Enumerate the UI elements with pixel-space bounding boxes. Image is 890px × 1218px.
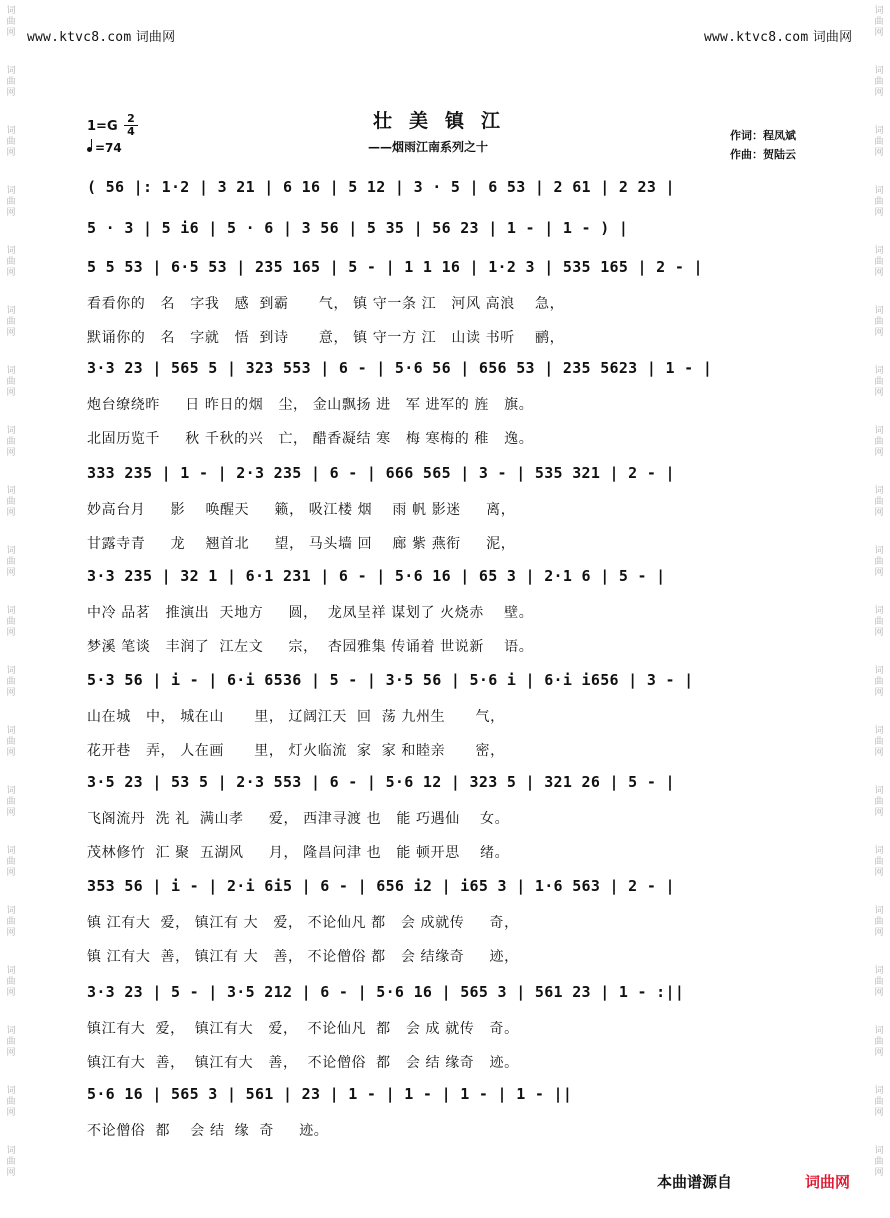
lyric-line: 花开巷 弄， 人在画 里， 灯火临流 家 家 和睦亲 密， — [87, 743, 505, 759]
watermark-text: 词 曲 网 — [6, 546, 16, 578]
watermark-text: 词 曲 网 — [6, 426, 16, 458]
watermark-text: 词 曲 网 — [874, 906, 884, 938]
composer-credit: 作曲：贺陆云 — [730, 148, 796, 161]
time-signature — [124, 113, 138, 138]
tempo-value: =74 — [95, 141, 122, 155]
watermark-text: 词 曲 网 — [874, 1146, 884, 1178]
site-name[interactable]: 词曲网 — [812, 30, 853, 45]
watermark-text: 词 曲 网 — [874, 1026, 884, 1058]
lyric-line: 镇江有大 善， 镇江有大 善， 不论僧俗 都 会 结 缘奇 迹。 — [87, 1055, 519, 1071]
site-url[interactable]: www.ktvc8.com — [704, 30, 809, 45]
lyric-line: 飞阁流丹 洗 礼 满山孝 爱， 西津寻渡 也 能 巧遇仙 女。 — [87, 811, 510, 827]
lyric-line: 梦溪 笔谈 丰润了 江左文 宗， 杏园雅集 传诵着 世说新 语。 — [87, 639, 534, 655]
quarter-note-icon — [87, 147, 92, 152]
music-line: 3·3 23 | 5 - | 3·5 212 | 6 - | 5·6 16 | 565 3 | 561 23 | 1 - :|| — [87, 983, 685, 1001]
watermark-text: 词 曲 网 — [6, 126, 16, 158]
watermark-text: 词 曲 网 — [6, 906, 16, 938]
music-line: 5 · 3 | 5 i6 | 5 · 6 | 3 56 | 5 35 | 56 23 | 1 - | 1 - ) | — [87, 219, 629, 237]
lyric-line: 默诵你的 名 字就 悟 到诗 意， 镇 守一方 江 山读 书听 鹂， — [87, 330, 565, 346]
music-line: 333 235 | 1 - | 2·3 235 | 6 - | 666 565 | 3 - | 535 321 | 2 - | — [87, 464, 675, 482]
lyric-line: 镇江有大 爱， 镇江有大 爱， 不论仙凡 都 会 成 就传 奇。 — [87, 1021, 519, 1037]
music-line: 5 5 53 | 6·5 53 | 235 165 | 5 - | 1 1 16 | 1·2 3 | 535 165 | 2 - | — [87, 258, 703, 276]
music-line: 3·5 23 | 53 5 | 2·3 553 | 6 - | 5·6 12 | 323 5 | 321 26 | 5 - | — [87, 773, 675, 791]
music-line: 3·3 23 | 565 5 | 323 553 | 6 - | 5·6 56 | 656 53 | 235 5623 | 1 - | — [87, 359, 713, 377]
lyric-line: 妙高台月 影 唤醒天 籁， 吸江楼 烟 雨 帆 影迷 离， — [87, 502, 516, 518]
watermark-text: 词 曲 网 — [874, 426, 884, 458]
watermark-text: 词 曲 网 — [874, 846, 884, 878]
watermark-text: 词 曲 网 — [6, 306, 16, 338]
watermark-text: 词 曲 网 — [6, 966, 16, 998]
watermark-text: 词 曲 网 — [6, 1086, 16, 1118]
left-watermark-column — [0, 0, 22, 1218]
song-title: 壮美镇江 — [372, 110, 517, 132]
watermark-text: 词 曲 网 — [6, 366, 16, 398]
header-right-site[interactable] — [704, 26, 852, 45]
site-name[interactable]: 词曲网 — [135, 30, 176, 45]
watermark-text: 词 曲 网 — [874, 966, 884, 998]
watermark-text: 词 曲 网 — [874, 246, 884, 278]
lyric-line: 镇 江有大 善， 镇江有 大 善， 不论僧俗 都 会 结缘奇 迹， — [87, 949, 519, 965]
watermark-text: 词 曲 网 — [6, 726, 16, 758]
watermark-text: 词 曲 网 — [874, 726, 884, 758]
watermark-text: 词 曲 网 — [6, 66, 16, 98]
header-left-site[interactable] — [27, 26, 175, 45]
site-url[interactable]: www.ktvc8.com — [27, 30, 132, 45]
watermark-text: 词 曲 网 — [874, 786, 884, 818]
lyric-line: 镇 江有大 爱， 镇江有 大 爱， 不论仙凡 都 会 成就传 奇， — [87, 915, 519, 931]
tempo-marking — [87, 141, 122, 155]
watermark-text: 词 曲 网 — [6, 786, 16, 818]
music-line: 3·3 235 | 32 1 | 6·1 231 | 6 - | 5·6 16 | 65 3 | 2·1 6 | 5 - | — [87, 567, 666, 585]
watermark-text: 词 曲 网 — [874, 366, 884, 398]
lyric-line: 茂林修竹 汇 聚 五湖风 月， 隆昌问津 也 能 顿开思 绪。 — [87, 845, 510, 861]
key-signature: 1=G — [87, 119, 118, 134]
lyric-line: 山在城 中， 城在山 里， 辽阔江天 回 荡 九州生 气， — [87, 709, 505, 725]
watermark-text: 词 曲 网 — [6, 6, 16, 38]
time-top: 2 — [127, 112, 135, 125]
watermark-text: 词 曲 网 — [6, 846, 16, 878]
watermark-text: 词 曲 网 — [874, 66, 884, 98]
lyric-line: 北固历览千 秋 千秋的兴 亡， 醋香凝结 寒 梅 寒梅的 稚 逸。 — [87, 431, 534, 447]
music-line: 353 56 | i - | 2·i 6i5 | 6 - | 656 i2 | i65 3 | 1·6 563 | 2 - | — [87, 877, 675, 895]
music-line: 5·6 16 | 565 3 | 561 | 23 | 1 - | 1 - | 1 - | 1 - || — [87, 1085, 573, 1103]
watermark-text: 词 曲 网 — [6, 1026, 16, 1058]
watermark-text: 词 曲 网 — [874, 666, 884, 698]
music-line: 5·3 56 | i - | 6·i 6536 | 5 - | 3·5 56 | 5·6 i | 6·i i656 | 3 - | — [87, 671, 694, 689]
watermark-text: 词 曲 网 — [6, 246, 16, 278]
lyric-line: 看看你的 名 字我 感 到霸 气， 镇 守一条 江 河风 高浪 急， — [87, 296, 565, 312]
time-bottom: 4 — [124, 125, 138, 138]
watermark-text: 词 曲 网 — [874, 306, 884, 338]
watermark-text: 词 曲 网 — [874, 606, 884, 638]
watermark-text: 词 曲 网 — [6, 186, 16, 218]
source-text: 本曲谱源自 — [657, 1173, 733, 1191]
watermark-text: 词 曲 网 — [874, 486, 884, 518]
music-line: ( 56 |: 1·2 | 3 21 | 6 16 | 5 12 | 3 · 5 | 6 53 | 2 61 | 2 23 | — [87, 178, 675, 196]
lyric-line: 炮台缭绕昨 日 昨日的烟 尘， 金山飘扬 进 军 进军的 旌 旗。 — [87, 397, 534, 413]
song-subtitle: ——烟雨江南系列之十 — [368, 140, 489, 154]
watermark-text: 词 曲 网 — [874, 546, 884, 578]
lyric-line: 不论僧俗 都 会 结 缘 奇 迹。 — [87, 1123, 329, 1139]
watermark-text: 词 曲 网 — [874, 6, 884, 38]
watermark-text: 词 曲 网 — [874, 186, 884, 218]
right-watermark-column — [868, 0, 890, 1218]
watermark-text: 词 曲 网 — [6, 1146, 16, 1178]
watermark-text: 词 曲 网 — [874, 1086, 884, 1118]
watermark-text: 词 曲 网 — [874, 126, 884, 158]
watermark-text: 词 曲 网 — [6, 606, 16, 638]
lyricist-credit: 作词：程凤斌 — [730, 129, 796, 142]
watermark-text: 词 曲 网 — [6, 666, 16, 698]
site-logo[interactable]: 词曲网 — [805, 1173, 851, 1191]
lyric-line: 中冷 品茗 推演出 天地方 圆， 龙凤呈祥 谋划了 火烧赤 壁。 — [87, 605, 534, 621]
lyric-line: 甘露寺青 龙 翘首北 望， 马头墙 回 廊 紫 燕衔 泥， — [87, 536, 516, 552]
watermark-text: 词 曲 网 — [6, 486, 16, 518]
